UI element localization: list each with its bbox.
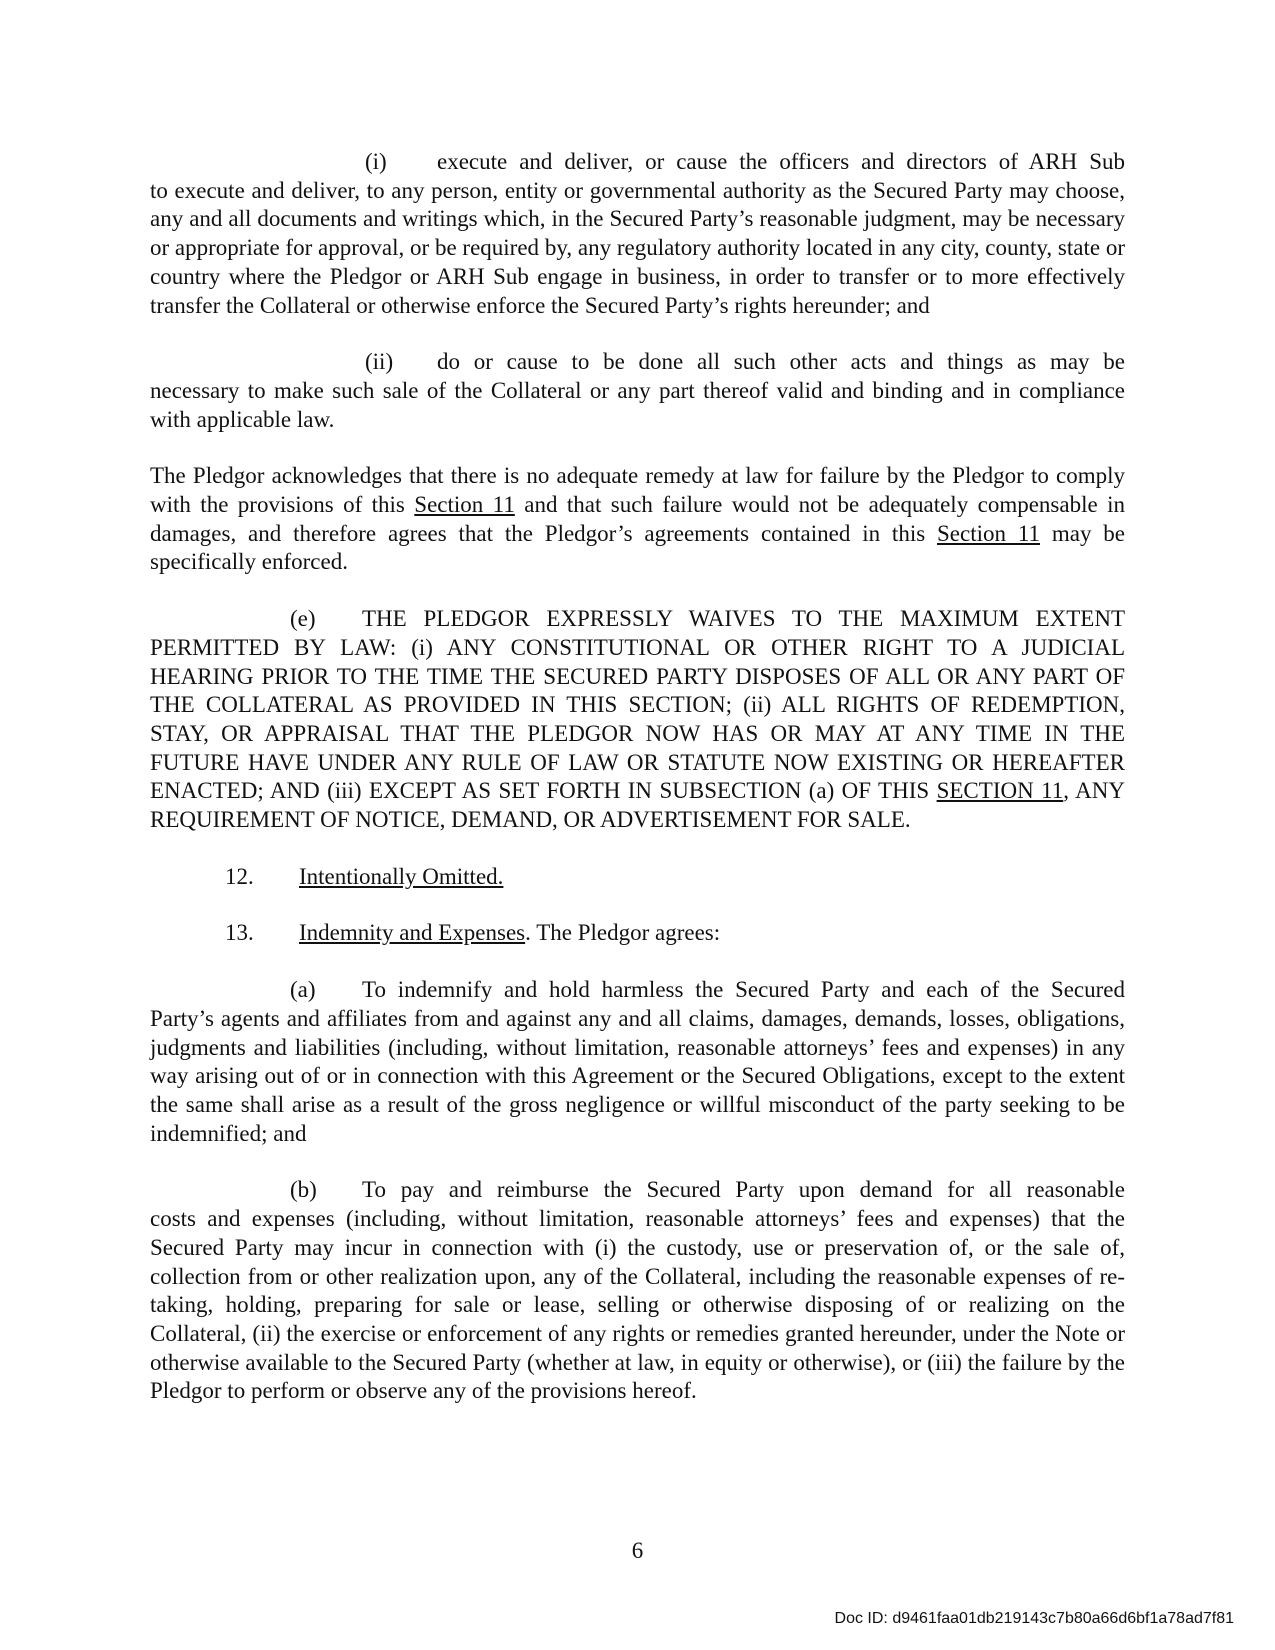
clause-first-line: execute and deliver, or cause the officers and directors of ARH Sub [437, 149, 1125, 174]
clause-first-line: To indemnify and hold harmless the Secured Party and each of the Secured [362, 977, 1125, 1003]
clause-b [150, 1176, 1125, 1406]
section-13 [150, 919, 1125, 948]
page-number: 6 [631, 1538, 644, 1563]
section-number: 13. [225, 920, 254, 946]
section-12 [150, 863, 1125, 892]
clause-text: to execute and deliver, to any person, entity or governmental authority as the Secured Party may choose, any and all documents and writings which, in the Secured Party’s reasonable judgment, may be necessary or appropriate for approval, or be required by, any regulatory authority located in any city, county, state or country where the Pledgor or ARH Sub engage in business, in order to transfer or to more effectively transfer the Collateral or otherwise enforce the Secured Party’s rights hereunder; and [150, 177, 1125, 318]
acknowledgement-text: and that such failure would not be adequately compensable in damages, and therefore agrees that the Pledgor’s agreements contained in this [150, 492, 1125, 546]
section-reference: Section 11 [414, 492, 515, 518]
clause-text: , ANY REQUIREMENT OF NOTICE, DEMAND, OR ADVERTISEMENT FOR SALE. [150, 778, 1125, 833]
clause-text: necessary to make such sale of the Collateral or any part thereof valid and binding and in compliance with applicable law. [150, 377, 1125, 432]
clause-first-line: To pay and reimburse the Secured Party upon demand for all reasonable [362, 1177, 1125, 1203]
clause-label: (ii) [365, 349, 394, 375]
clause-first-line: THE PLEDGOR EXPRESSLY WAIVES TO THE MAXIMUM EXTENT [362, 606, 1125, 632]
acknowledgement-paragraph [150, 462, 1125, 577]
clause-label: (e) [290, 606, 316, 632]
acknowledgement-text: may be specifically enforced. [150, 520, 1125, 575]
clause-label: (a) [290, 977, 316, 1003]
section-number: 12. [225, 863, 254, 889]
section-text: . The Pledgor agrees: [525, 920, 721, 946]
clause-a [150, 976, 1125, 1148]
section-heading: Indemnity and Expenses [299, 920, 526, 946]
clause-ii [150, 348, 1125, 434]
clause-e [150, 605, 1125, 835]
document-id: Doc ID: d9461faa01db219143c7b80a66d6bf1a78ad7f81 [834, 1610, 1234, 1627]
clause-first-line: do or cause to be done all such other acts and things as may be [437, 349, 1125, 375]
clause-text: PERMITTED BY LAW: (i) ANY CONSTITUTIONAL OR OTHER RIGHT TO A JUDICIAL HEARING PRIOR TO THE TIME THE SECURED PARTY DISPOSES OF ALL OR ANY PART OF THE COLLATERAL AS PROVIDED IN THIS SECTION; (ii) ALL RIGHTS OF REDEMPTION, STAY, OR APPRAISAL THAT THE PLEDGOR NOW HAS OR MAY AT ANY TIME IN THE FUTURE HAVE UNDER ANY RULE OF LAW OR STATUTE NOW EXISTING OR HEREAFTER ENACTED; AND (iii) EXCEPT AS SET FORTH IN SUBSECTION (a) OF THIS [150, 634, 1125, 804]
clause-i [150, 148, 1125, 320]
clause-label: (i) [365, 149, 387, 174]
clause-text: costs and expenses (including, without limitation, reasonable attorneys’ fees and expenses) that the Secured Party may incur in connection with (i) the custody, use or preservation of, or the sale of, collection from or other realization upon, any of the Collateral, including the reasonable expenses of re-taking, holding, preparing for sale or lease, selling or otherwise disposing of or realizing on the Collateral, (ii) the exercise or enforcement of any rights or remedies granted hereunder, under the Note or otherwise available to the Secured Party (whether at law, in equity or otherwise), or (iii) the failure by the Pledgor to perform or observe any of the provisions hereof. [150, 1206, 1125, 1404]
clause-text: Party’s agents and affiliates from and against any and all claims, damages, demands, losses, obligations, judgments and liabilities (including, without limitation, reasonable attorneys’ fees and expenses) in any way arising out of or in connection with this Agreement or the Secured Obligations, except to the extent the same shall arise as a result of the gross negligence or willful misconduct of the party seeking to be indemnified; and [150, 1005, 1125, 1146]
document-page [150, 148, 1125, 1434]
clause-label: (b) [290, 1177, 317, 1203]
acknowledgement-text: The Pledgor acknowledges that there is no adequate remedy at law for failure by the Pledgor to comply with the provisions of this [150, 463, 1125, 518]
section-reference: SECTION 11 [936, 778, 1064, 804]
section-heading: Intentionally Omitted. [299, 863, 504, 889]
section-reference: Section 11 [937, 520, 1040, 546]
